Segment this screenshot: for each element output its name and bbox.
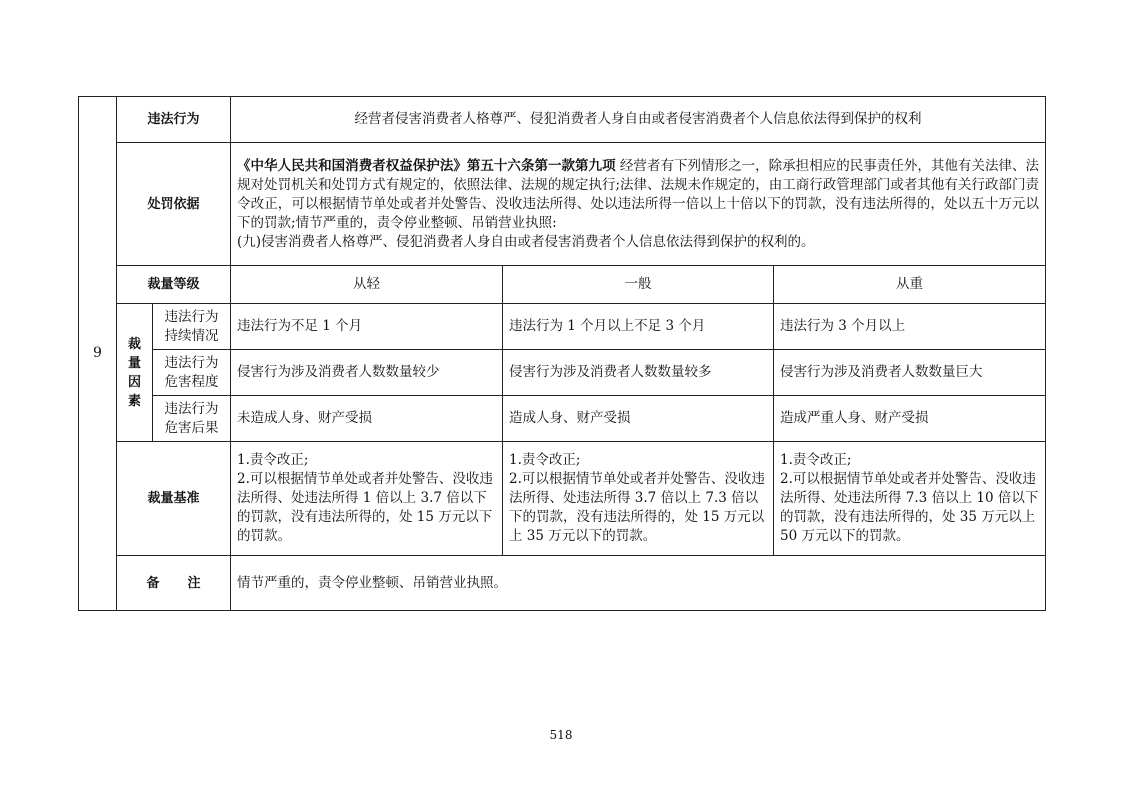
basis-text: 经营者有下列情形之一，除承担相应的民事责任外，其他有关法律、法规对处罚机关和处罚方式有规定的，依照法律、法规的规定执行;法律、法规未作规定的，由工商行政管理部门或者其他有关行政部门责令改正，可以根据情节单处或者并处警告、没收违法所得、处以违法所得一倍以上十倍以下的罚款，没有违法所得的，处以五十万元以下的罚款;情节严重的，责令停业整顿、吊销营业执照: [237, 157, 1040, 231]
factor-row [79, 350, 1046, 396]
factor-light: 侵害行为涉及消费者人数数量较少 [231, 350, 503, 396]
standard-normal: 1.责令改正; 2.可以根据情节单处或者并处警告、没收违法所得、处违法所得 3.7 倍以上 7.3 倍以下的罚款，没有违法所得的，处 15 万元以上 35 万元以下的罚款。 [503, 442, 774, 556]
factor-normal: 造成人身、财产受损 [503, 396, 774, 442]
standard-light: 1.责令改正; 2.可以根据情节单处或者并处警告、没收违法所得、处违法所得 1 倍以上 3.7 倍以下的罚款，没有违法所得的，处 15 万元以下的罚款。 [231, 442, 503, 556]
factor-name: 违法行为 持续情况 [153, 304, 231, 350]
factor-heavy: 违法行为 3 个月以上 [774, 304, 1046, 350]
violation-label: 违法行为 [117, 97, 231, 143]
factor-heavy: 造成严重人身、财产受损 [774, 396, 1046, 442]
basis-content [231, 143, 1046, 266]
row-number: 9 [79, 97, 117, 611]
factor-row [79, 304, 1046, 350]
factor-row [79, 396, 1046, 442]
violation-text: 经营者侵害消费者人格尊严、侵犯消费者人身自由或者侵害消费者个人信息依法得到保护的权利 [231, 97, 1046, 143]
standard-row [79, 442, 1046, 556]
level-heavy: 从重 [774, 266, 1046, 304]
page-number: 518 [549, 728, 573, 742]
standard-heavy: 1.责令改正; 2.可以根据情节单处或者并处警告、没收违法所得、处违法所得 7.3 倍以上 10 倍以下的罚款，没有违法所得的，处 35 万元以上 50 万元以下的罚款。 [774, 442, 1046, 556]
violation-row [79, 97, 1046, 143]
remarks-text: 情节严重的，责令停业整顿、吊销营业执照。 [231, 556, 1046, 611]
factor-heavy: 侵害行为涉及消费者人数数量巨大 [774, 350, 1046, 396]
basis-row [79, 143, 1046, 266]
level-light: 从轻 [231, 266, 503, 304]
level-normal: 一般 [503, 266, 774, 304]
factor-name: 违法行为 危害后果 [153, 396, 231, 442]
basis-law-reference: 《中华人民共和国消费者权益保护法》第五十六条第一款第九项 [237, 157, 616, 174]
factor-light: 违法行为不足 1 个月 [231, 304, 503, 350]
factor-normal: 违法行为 1 个月以上不足 3 个月 [503, 304, 774, 350]
discretion-standard-table [78, 96, 1046, 611]
basis-item: (九)侵害消费者人格尊严、侵犯消费者人身自由或者侵害消费者个人信息依法得到保护的权利的。 [237, 233, 815, 250]
levels-label: 裁量等级 [117, 266, 231, 304]
factor-normal: 侵害行为涉及消费者人数数量较多 [503, 350, 774, 396]
factor-light: 未造成人身、财产受损 [231, 396, 503, 442]
levels-row [79, 266, 1046, 304]
remarks-row [79, 556, 1046, 611]
factors-group-label: 裁 量 因 素 [117, 304, 153, 442]
standard-label: 裁量基准 [117, 442, 231, 556]
factor-name: 违法行为 危害程度 [153, 350, 231, 396]
remarks-label: 备 注 [117, 556, 231, 611]
basis-label: 处罚依据 [117, 143, 231, 266]
